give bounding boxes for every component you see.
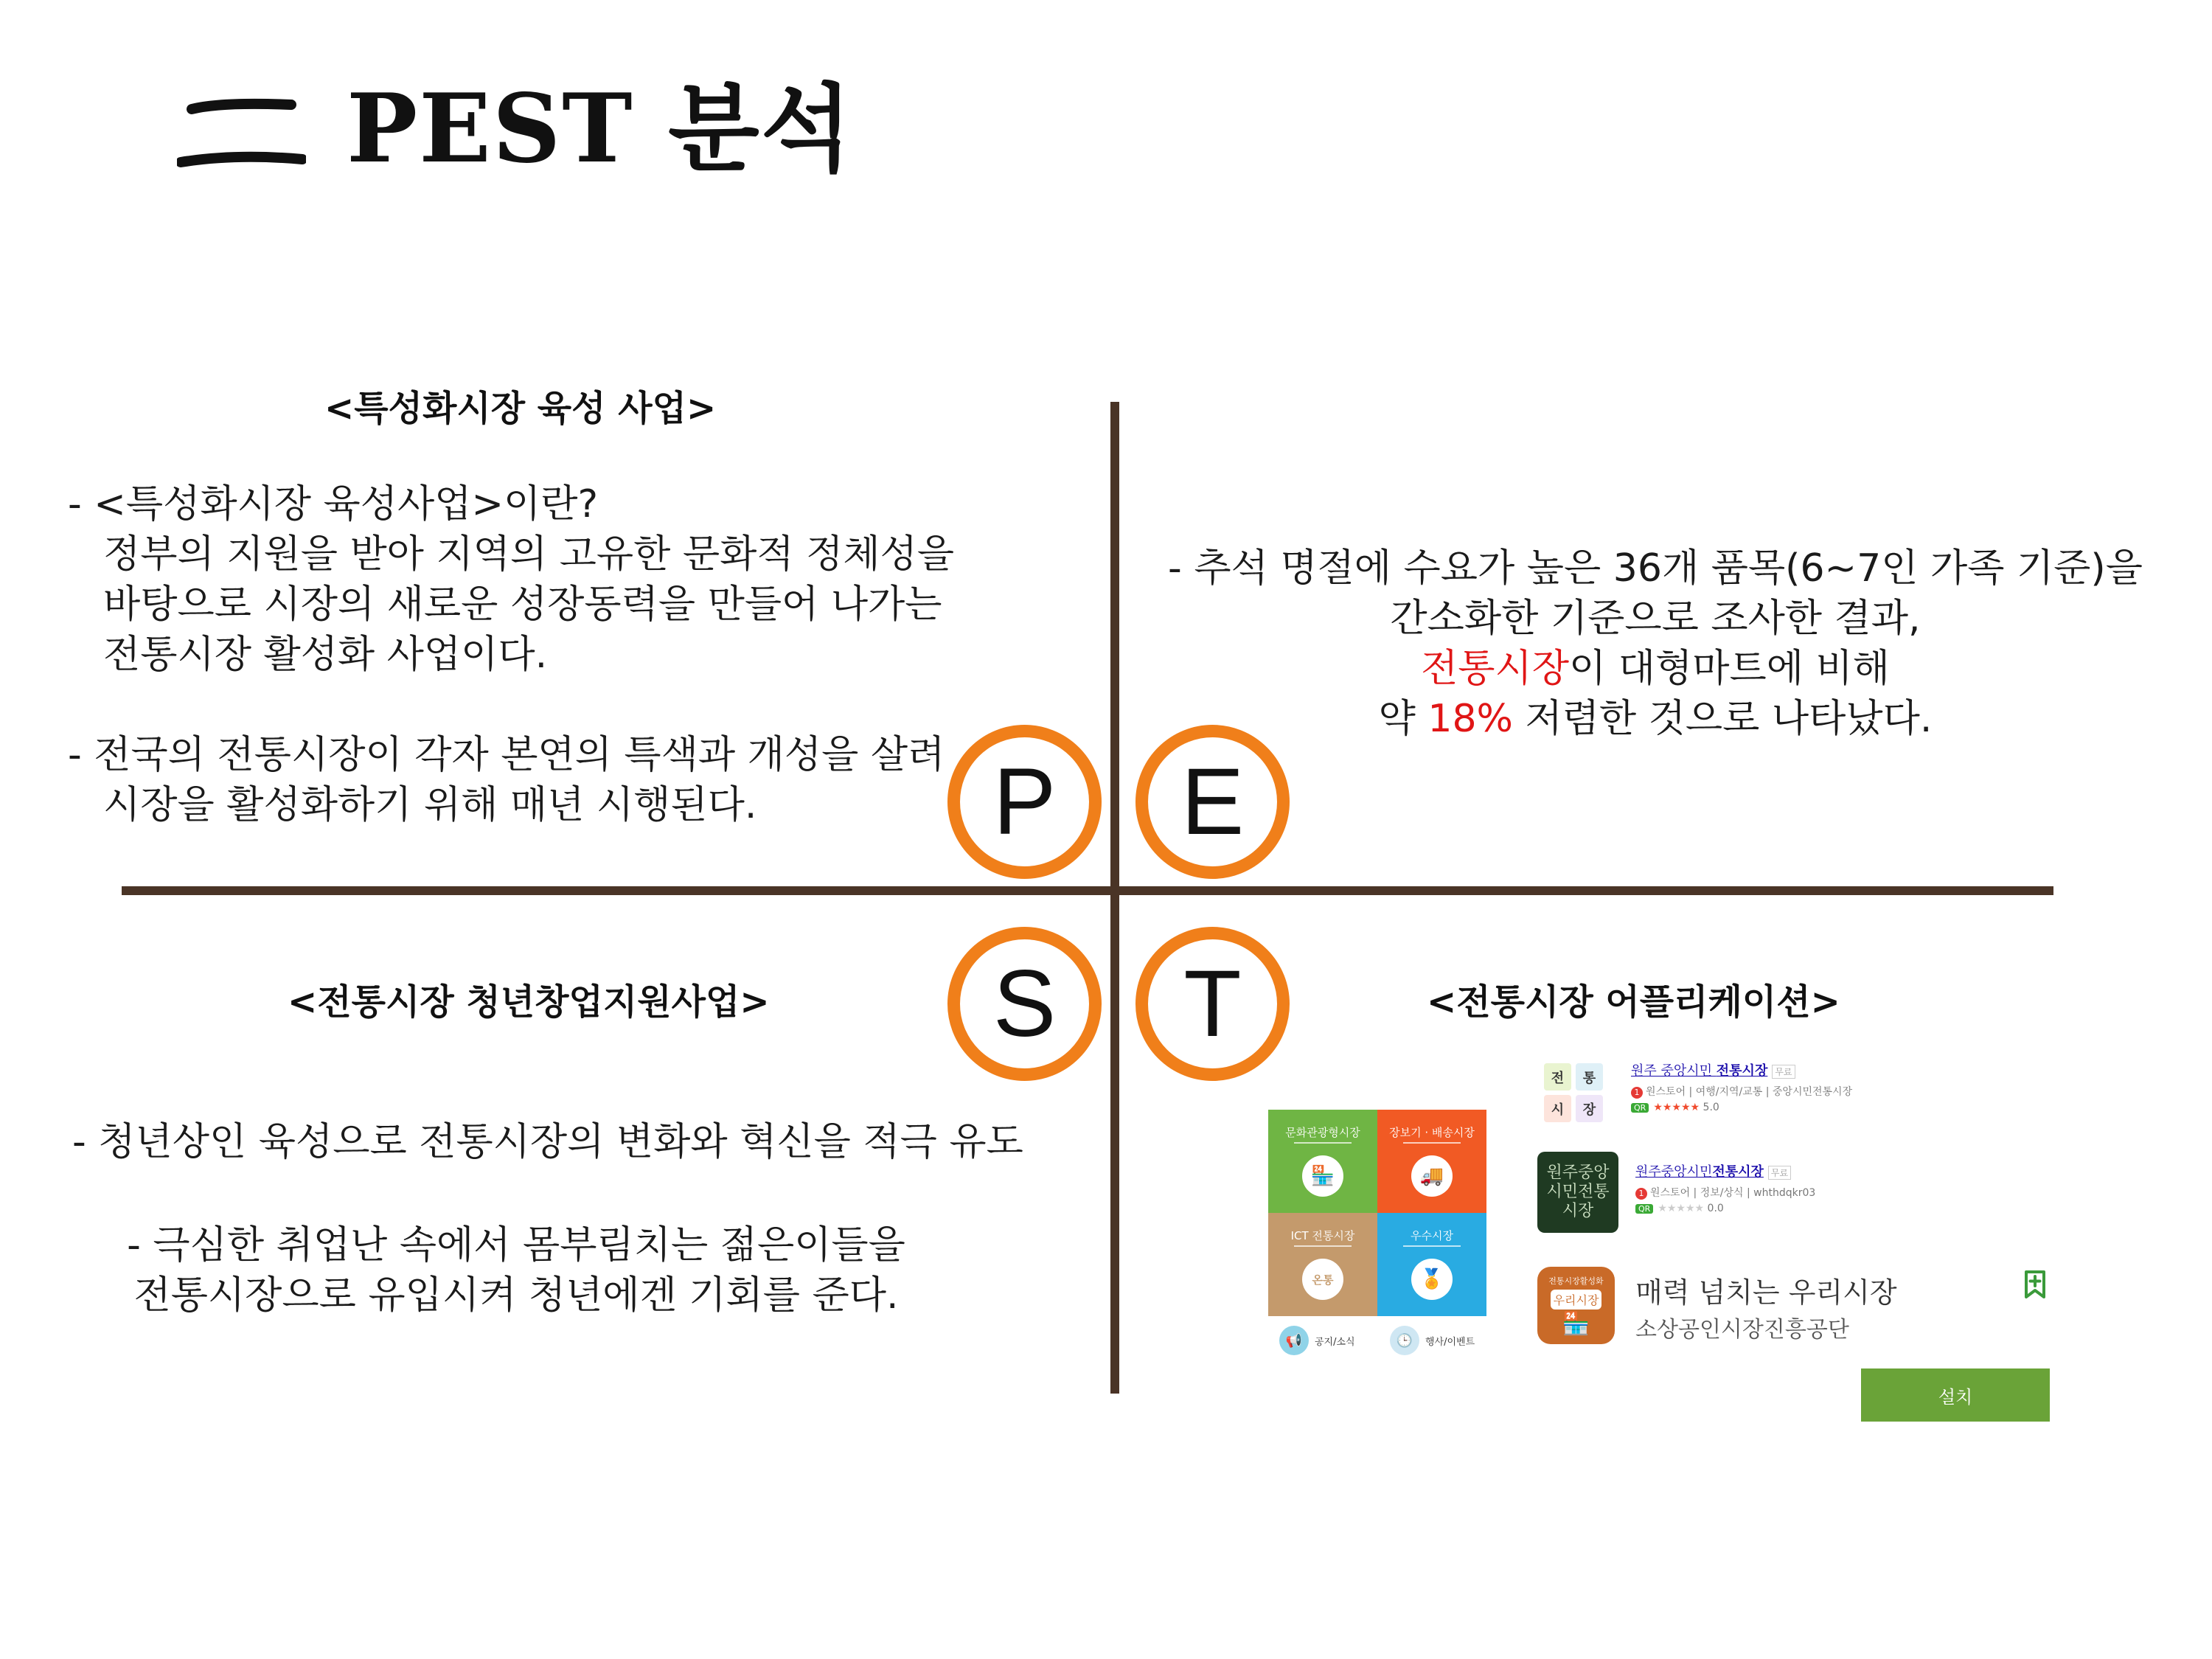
e-highlight-market: 전통시장 xyxy=(1421,647,1569,691)
app2-free-badge: 무료 xyxy=(1768,1166,1791,1180)
p-para1-line1: - <특성화시장 육성사업>이란? xyxy=(68,482,599,526)
onestore-icon: 1 xyxy=(1631,1087,1643,1099)
tile-delivery-market[interactable] xyxy=(1377,1110,1486,1213)
app2-info xyxy=(1635,1161,1815,1214)
app1-icon-char: 전 xyxy=(1544,1063,1571,1091)
s-heading: <전통시장 청년창업지원사업> xyxy=(288,981,770,1023)
featured-icon-top: 전통시장활성화 xyxy=(1548,1276,1604,1286)
s-line3: 전통시장으로 유입시켜 청년에겐 기회를 준다. xyxy=(133,1273,899,1318)
app2-icon[interactable]: 원주중앙 시민전통 시장 xyxy=(1537,1152,1618,1233)
tile-label: 장보기 · 배송시장 xyxy=(1389,1126,1475,1139)
e-line3-rest: 이 대형마트에 비해 xyxy=(1569,647,1890,691)
e-line4-rest: 저렴한 것으로 나타났다. xyxy=(1512,697,1933,741)
e-highlight-percent: 18% xyxy=(1427,697,1513,741)
p-para2-line1: - 전국의 전통시장이 각자 본연의 특색과 개성을 살려 xyxy=(68,733,945,777)
circle-t: T xyxy=(1135,927,1290,1081)
featured-app-publisher: 소상공인시장진흥공단 xyxy=(1635,1317,1849,1343)
tile-divider xyxy=(1294,1245,1352,1247)
qr-badge[interactable]: QR xyxy=(1635,1204,1653,1214)
notice-button[interactable] xyxy=(1279,1326,1355,1355)
app1-meta: 원스토어 | 여행/지역/교통 | 중앙시민전통시장 xyxy=(1646,1086,1853,1098)
p-para1-body xyxy=(103,529,954,680)
p-para1-line4: 전통시장 활성화 사업이다. xyxy=(103,633,548,677)
app2-name-bold: 전통시장 xyxy=(1712,1164,1764,1180)
featured-app-title: 매력 넘치는 우리시장 xyxy=(1635,1276,1897,1309)
vertical-axis xyxy=(1110,402,1119,1394)
tile-culture-market[interactable] xyxy=(1268,1110,1377,1213)
app1-name-prefix: 원주 중앙시민 xyxy=(1631,1063,1717,1079)
star-rating: ★★★★★ xyxy=(1653,1102,1700,1113)
app2-name-link[interactable] xyxy=(1635,1164,1764,1180)
app2-name-row xyxy=(1635,1161,1815,1180)
e-text-block xyxy=(1143,543,2168,744)
circle-s: S xyxy=(947,927,1102,1081)
ontong-icon: 온통 xyxy=(1302,1259,1343,1300)
app1-name-link[interactable] xyxy=(1631,1063,1767,1079)
p-para1-line3: 바탕으로 시장의 새로운 성장동력을 만들어 나가는 xyxy=(103,582,942,627)
app1-info xyxy=(1631,1060,1852,1113)
app1-icon-char: 장 xyxy=(1576,1095,1603,1122)
app1-icon-char: 통 xyxy=(1576,1063,1603,1091)
tile-divider xyxy=(1403,1142,1461,1144)
e-line2: 간소화한 기준으로 조사한 결과, xyxy=(1390,597,1921,641)
bookmark-add-icon[interactable] xyxy=(2024,1270,2046,1299)
app1-rating: 5.0 xyxy=(1703,1102,1719,1113)
circle-e: E xyxy=(1135,725,1290,879)
p-para1-line2: 정부의 지원을 받아 지역의 고유한 문화적 정체성을 xyxy=(103,532,955,577)
tile-label: ICT 전통시장 xyxy=(1290,1229,1355,1242)
featured-icon-label: 우리시장 xyxy=(1551,1290,1602,1310)
featured-app-icon[interactable] xyxy=(1537,1267,1615,1344)
app1-name-row xyxy=(1631,1060,1852,1079)
s-para2 xyxy=(103,1220,929,1321)
medal-icon: 🏅 xyxy=(1411,1259,1453,1300)
tile-divider xyxy=(1294,1142,1352,1144)
e-line4-prefix: 약 xyxy=(1378,697,1428,741)
notice-label: 공지/소식 xyxy=(1315,1336,1355,1348)
truck-icon: 🚚 xyxy=(1411,1155,1453,1197)
app2-rating-row xyxy=(1635,1203,1815,1214)
app1-name-bold: 전통시장 xyxy=(1716,1063,1768,1079)
tile-ict-market[interactable] xyxy=(1268,1213,1377,1316)
slide-title: PEST 분석 xyxy=(347,74,854,184)
app1-rating-row xyxy=(1631,1102,1852,1113)
event-button[interactable] xyxy=(1390,1326,1475,1355)
event-label: 행사/이벤트 xyxy=(1425,1336,1475,1348)
star-rating: ★★★★★ xyxy=(1658,1203,1705,1214)
e-line3 xyxy=(1143,644,2168,694)
app2-name-prefix: 원주중앙시민 xyxy=(1635,1164,1713,1180)
app2-rating: 0.0 xyxy=(1707,1203,1724,1214)
s-line2: - 극심한 취업난 속에서 몸부림치는 젊은이들을 xyxy=(127,1223,905,1267)
t-heading: <전통시장 어플리케이션> xyxy=(1427,981,1840,1023)
horizontal-axis xyxy=(122,886,2053,895)
app1-icon[interactable] xyxy=(1541,1060,1606,1125)
app-mini-buttons xyxy=(1268,1320,1486,1364)
clock-icon: 🕒 xyxy=(1390,1326,1419,1355)
megaphone-icon: 📢 xyxy=(1279,1326,1309,1355)
p-para2-line2: 시장을 활성화하기 위해 매년 시행된다. xyxy=(103,783,757,827)
onestore-icon: 1 xyxy=(1635,1188,1647,1200)
app-tile-grid xyxy=(1268,1110,1486,1316)
title-mark-icon xyxy=(177,88,306,177)
tile-label: 우수시장 xyxy=(1411,1229,1453,1242)
e-line4 xyxy=(1143,694,2168,744)
market-icon: 🏪 xyxy=(1302,1155,1343,1197)
storefront-icon: 🏪 xyxy=(1562,1310,1590,1337)
s-line1: - 청년상인 육성으로 전통시장의 변화와 혁신을 적극 유도 xyxy=(72,1120,1023,1164)
tile-divider xyxy=(1403,1245,1461,1247)
app1-icon-char: 시 xyxy=(1544,1095,1571,1122)
e-line1: - 추석 명절에 수요가 높은 36개 품목(6~7인 가족 기준)을 xyxy=(1168,546,2143,591)
app1-meta-row xyxy=(1631,1084,1852,1099)
p-heading: <특성화시장 육성 사업> xyxy=(324,388,717,429)
tile-excellent-market[interactable] xyxy=(1377,1213,1486,1316)
tile-label: 문화관광형시장 xyxy=(1285,1126,1360,1139)
app2-meta: 원스토어 | 정보/상식 | whthdqkr03 xyxy=(1650,1187,1816,1199)
circle-p: P xyxy=(947,725,1102,879)
qr-badge[interactable]: QR xyxy=(1631,1103,1649,1113)
install-button[interactable]: 설치 xyxy=(1861,1368,2050,1422)
app1-free-badge: 무료 xyxy=(1772,1065,1795,1079)
app2-meta-row xyxy=(1635,1185,1815,1200)
